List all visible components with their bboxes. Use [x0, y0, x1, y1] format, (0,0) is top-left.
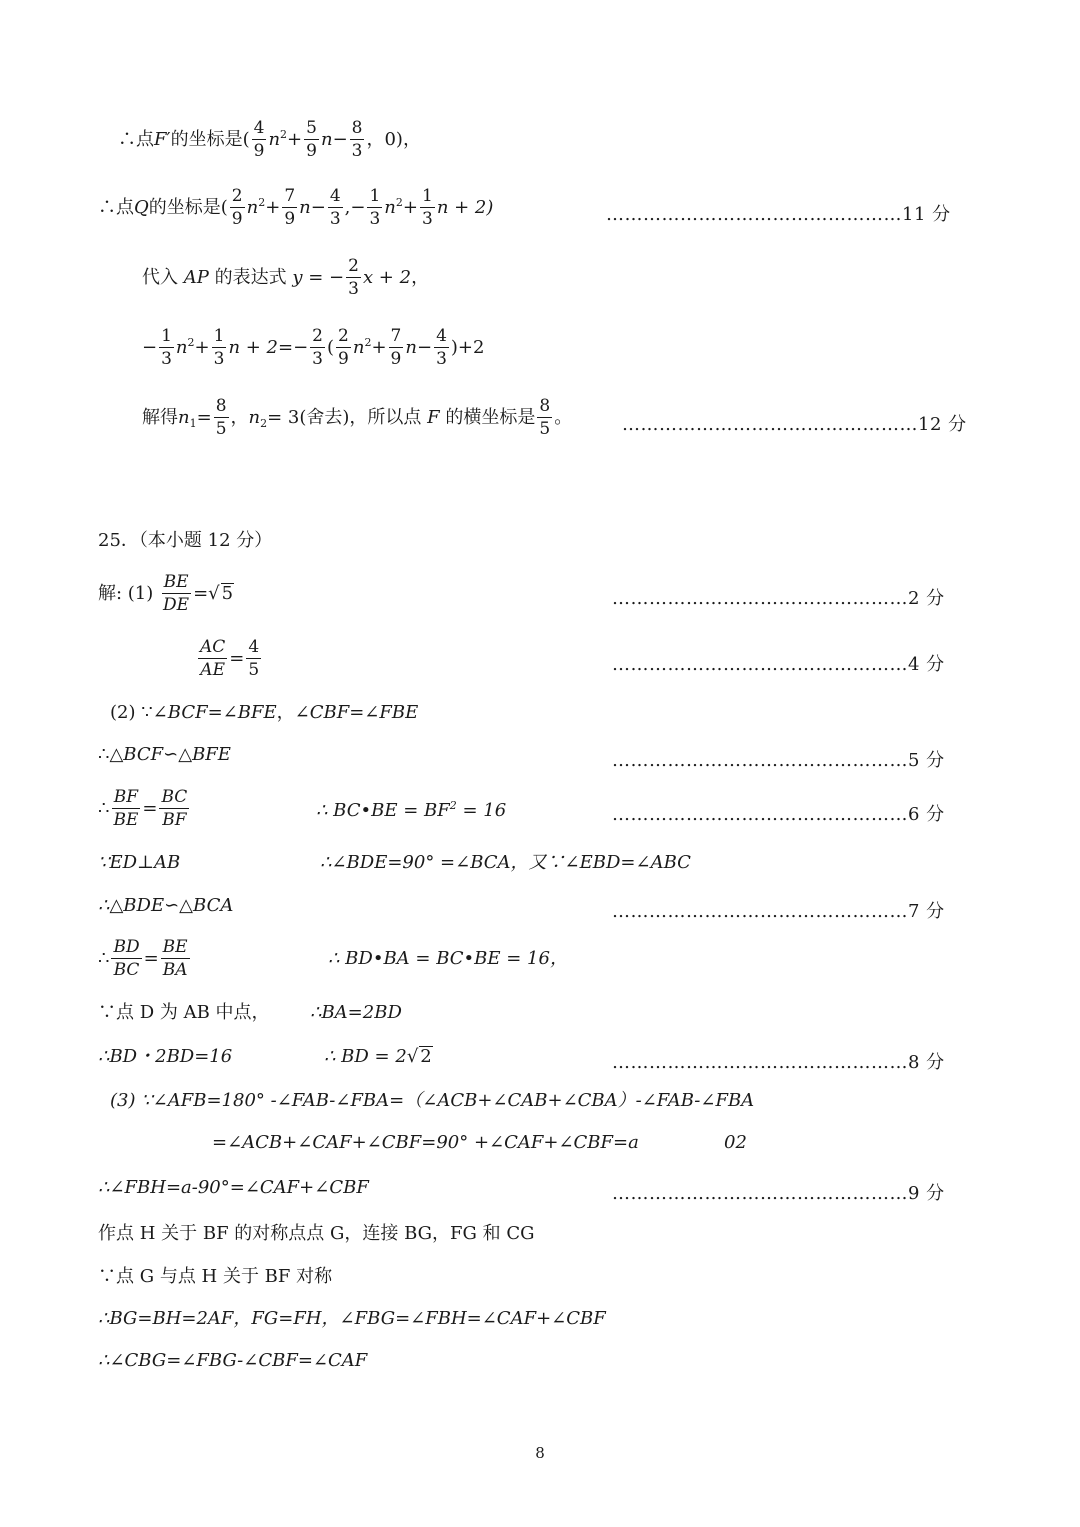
solution-part1-ratio: 解: (1) $\frac{BE}{DE}$ =√ 5 — [98, 572, 234, 616]
fraction: $\frac{4}{3}$ — [329, 186, 341, 230]
fraction: $\frac{2}{3}$ — [348, 256, 359, 300]
angle-bde: ∴∠BDE=90° =∠BCA，又∵∠EBD=∠ABC — [320, 852, 691, 873]
score-11: …………………………………………11 分 — [606, 204, 951, 225]
fraction: $\frac{BD}{BC}$ — [113, 937, 140, 981]
fraction: $\frac{BF}{BE}$ — [113, 787, 139, 831]
fraction: $\frac{7}{9}$ — [390, 326, 402, 370]
score-7: …………………………………………7 分 — [612, 901, 945, 922]
solution-part1-ratio2: $\frac{AC}{AE}$ = $\frac{4}{5}$ — [200, 637, 260, 681]
page-number: 8 — [535, 1444, 545, 1462]
fraction: $\frac{4}{9}$ — [253, 118, 265, 162]
line-solve-n: 解得$n_1=$ $\frac{8}{5}$ ，$n_2= 3$(舍去)，所以点 F 的横坐标是 $\frac{8}{5}$ 。 — [142, 396, 573, 440]
g-h-symmetric: ∵点 G 与点 H 关于 BF 对称 — [98, 1266, 333, 1287]
score-5: …………………………………………5 分 — [612, 750, 945, 771]
bd-result: ∴ BD = 2√ 2 — [324, 1046, 432, 1067]
fraction: $\frac{2}{3}$ — [312, 326, 323, 370]
score-4: …………………………………………4 分 — [612, 654, 945, 675]
score-9: …………………………………………9 分 — [612, 1183, 945, 1204]
note-02: 02 — [724, 1132, 747, 1153]
similar-triangles-1: ∴△BCF∽△BFE — [98, 744, 231, 765]
ratio-bd-bc: ∴ $\frac{BD}{BC}$ = $\frac{BE}{BA}$ — [98, 937, 188, 981]
similar-triangles-2: ∴△BDE∽△BCA — [98, 895, 234, 916]
fraction: $\frac{2}{9}$ — [338, 326, 349, 370]
line-q-coord: ∴点Q的坐标是( $\frac{2}{9}$ $n^2+$ $\frac{7}{9}$ n− $\frac{4}{3}$ ,− $\frac{1}{3}$ $n^2+$ $\frac{1}{3}$ n + 2) — [98, 186, 494, 230]
ratio-bf-be: ∴ $\frac{BF}{BE}$ = $\frac{BC}{BF}$ — [98, 787, 188, 831]
fraction: $\frac{1}{3}$ — [369, 186, 381, 230]
score-6: …………………………………………6 分 — [612, 804, 945, 825]
fraction: $\frac{2}{9}$ — [231, 186, 243, 230]
question-25-title: 25．（本小题 12 分） — [98, 530, 273, 551]
bc-be-product: ∴ BC•BE = $BF^2 = 16$ — [316, 799, 507, 821]
solution-part2-angles: (2) ∵∠BCF=∠BFE，∠CBF=∠FBE — [110, 702, 419, 723]
fraction: $\frac{BE}{BA}$ — [162, 937, 188, 981]
fraction: $\frac{BE}{DE}$ — [163, 572, 190, 616]
bg-bh-relation: ∴BG=BH=2AF，FG=FH，∠FBG=∠FBH=∠CAF+∠CBF — [98, 1308, 606, 1329]
fraction: $\frac{AC}{AE}$ — [200, 637, 226, 681]
part3-angle-afb: (3) ∵∠AFB=180° -∠FAB-∠FBA=（∠ACB+∠CAB+∠CBA）-∠FAB-∠FBA — [110, 1090, 755, 1111]
angle-fbh: ∴∠FBH=a-90°=∠CAF+∠CBF — [98, 1177, 369, 1198]
fraction: $\frac{4}{3}$ — [436, 326, 447, 370]
construct-g: 作点 H 关于 BF 的对称点点 G，连接 BG，FG 和 CG — [98, 1223, 535, 1244]
fraction: $\frac{8}{5}$ — [539, 396, 551, 440]
fraction: $\frac{1}{3}$ — [421, 186, 433, 230]
d-midpoint: ∵点 D 为 AB 中点， — [98, 1002, 270, 1023]
score-8: …………………………………………8 分 — [612, 1052, 945, 1073]
fraction: $\frac{8}{5}$ — [215, 396, 227, 440]
fraction: $\frac{7}{9}$ — [284, 186, 296, 230]
ba-2bd: ∴BA=2BD — [310, 1002, 402, 1023]
line-f-prime-coord: ∴点F′的坐标是( $\frac{4}{9}$ $n^2+$ $\frac{5}{9}$ n− $\frac{8}{3}$ ，0)， — [118, 118, 421, 162]
score-12: …………………………………………12 分 — [622, 414, 967, 435]
bd-ba-product: ∴ BD•BA = BC•BE = 16， — [328, 948, 568, 969]
part3-angle-sum: =∠ACB+∠CAF+∠CBF=90° +∠CAF+∠CBF=a — [212, 1132, 639, 1153]
fraction: $\frac{8}{3}$ — [351, 118, 363, 162]
ed-perp-ab: ∵ED⊥AB — [98, 852, 181, 873]
fraction: $\frac{BC}{BF}$ — [161, 787, 188, 831]
score-2: …………………………………………2 分 — [612, 588, 945, 609]
fraction: $\frac{1}{3}$ — [213, 326, 225, 370]
angle-cbg: ∴∠CBG=∠FBG-∠CBF=∠CAF — [98, 1350, 368, 1371]
fraction: $\frac{5}{9}$ — [306, 118, 317, 162]
line-equation: − $\frac{1}{3}$ $n^2+$ $\frac{1}{3}$ n + 2=− $\frac{2}{3}$ ( $\frac{2}{9}$ $n^2+$ $\frac{7}{9}$ n− $\frac{4}{3}$ )+2 — [142, 326, 485, 370]
fraction: $\frac{1}{3}$ — [161, 326, 172, 370]
line-substitute-ap: 代入 AP 的表达式 y = − $\frac{2}{3}$ x + 2， — [142, 256, 430, 300]
fraction: $\frac{4}{5}$ — [248, 637, 260, 681]
bd-2bd-16: ∴BD・2BD=16 — [98, 1046, 233, 1067]
